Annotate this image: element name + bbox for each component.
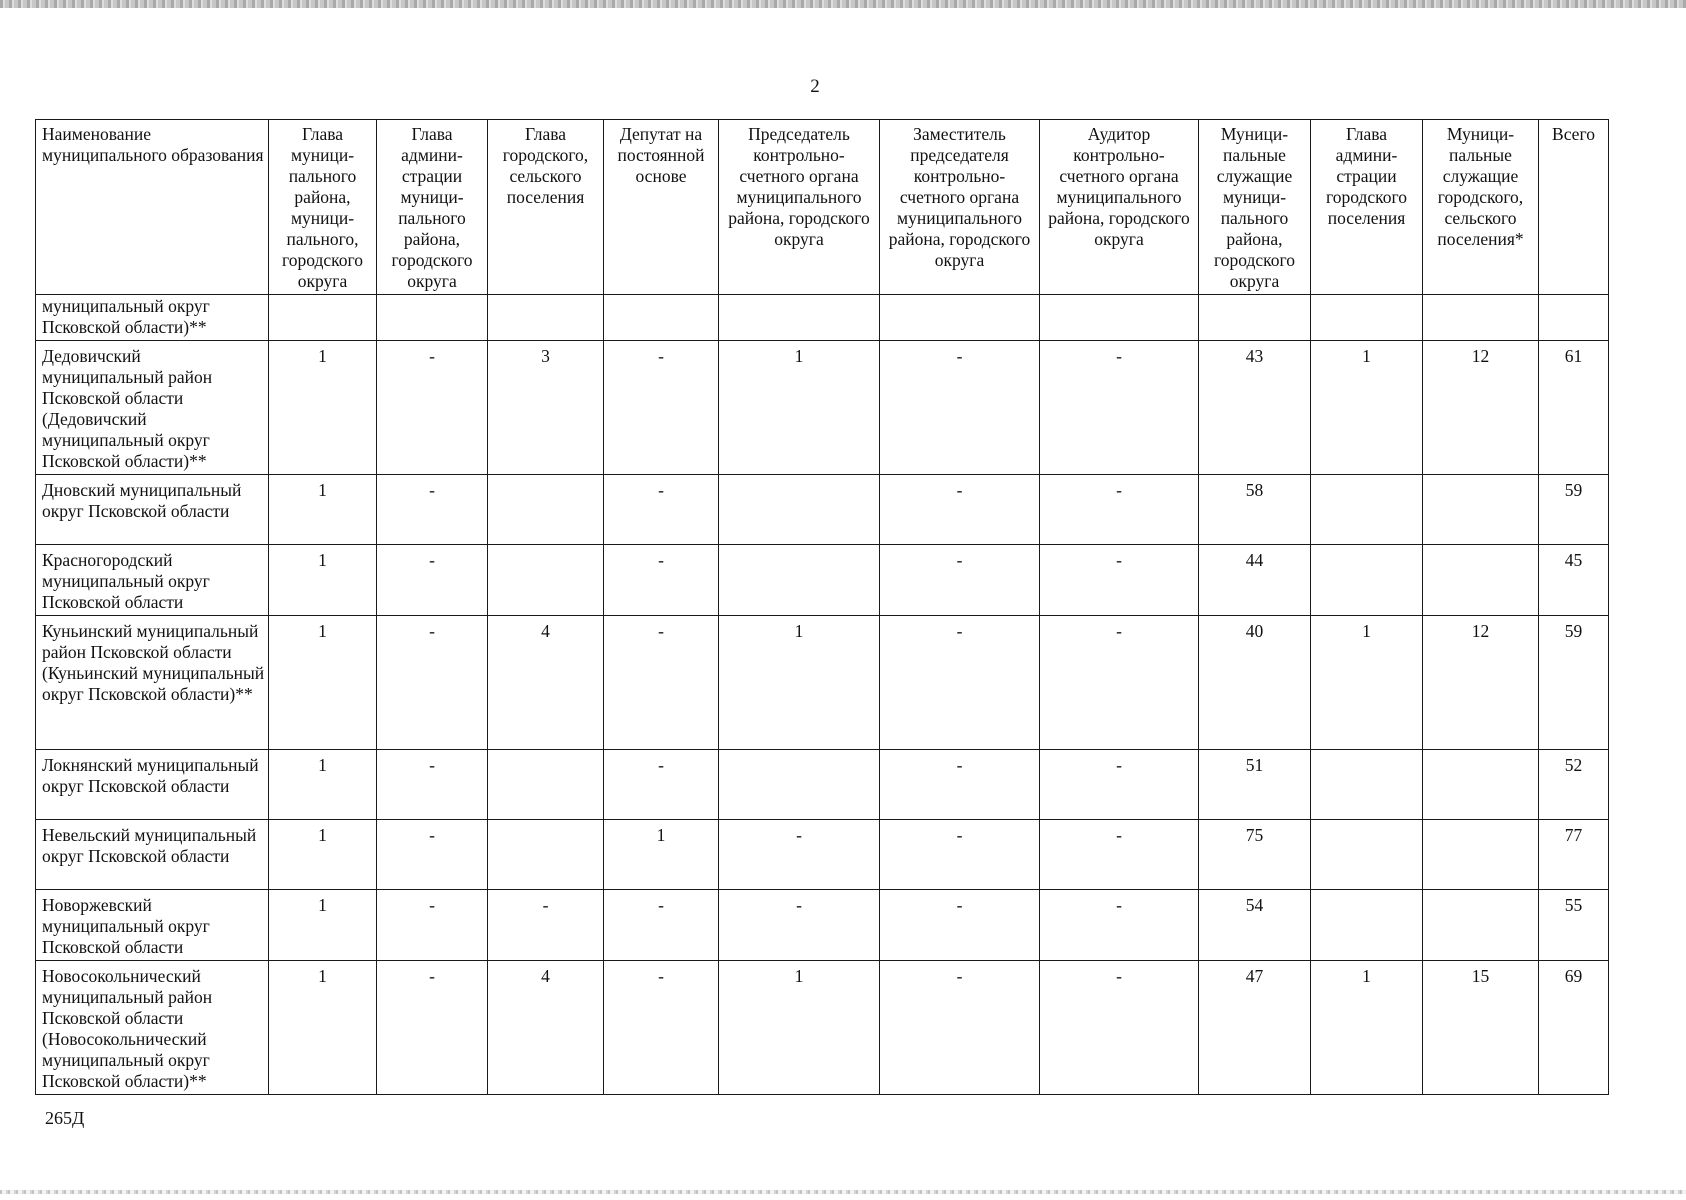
- table-cell: -: [604, 890, 719, 961]
- header-audit-chairman: Председатель контрольно-счетного органа муниципального района, городского округа: [719, 120, 880, 295]
- table-cell: -: [488, 890, 604, 961]
- table-cell: -: [377, 820, 488, 890]
- scan-top-edge: [0, 0, 1686, 8]
- table-header-row: [36, 120, 1609, 295]
- table-cell: 1: [269, 341, 377, 475]
- page-number: 2: [810, 76, 820, 97]
- table-cell: -: [880, 545, 1040, 616]
- table-cell: 1: [269, 750, 377, 820]
- table-cell: [488, 475, 604, 545]
- table-cell: 1: [1311, 616, 1423, 750]
- table-cell: [719, 295, 880, 341]
- table-cell: [1539, 295, 1609, 341]
- table-cell: -: [377, 475, 488, 545]
- table-cell: -: [1040, 820, 1199, 890]
- table-cell: 1: [719, 341, 880, 475]
- table-cell: 52: [1539, 750, 1609, 820]
- header-audit-deputy-chairman: Заместитель председателя контрольно-счетного органа муниципального района, городского округа: [880, 120, 1040, 295]
- table-cell: 58: [1199, 475, 1311, 545]
- table-cell: [488, 820, 604, 890]
- table-cell: 44: [1199, 545, 1311, 616]
- table-cell: -: [604, 616, 719, 750]
- table-cell: -: [880, 475, 1040, 545]
- table-row: [36, 820, 1609, 890]
- municipality-name-cell: Новоржевский муниципальный округ Псковской области: [36, 890, 269, 961]
- table-cell: 1: [1311, 341, 1423, 475]
- municipality-name-cell: Новосокольнический муниципальный район Псковской области (Новосокольнический муниципальный округ Псковской области)**: [36, 961, 269, 1095]
- table-cell: [604, 295, 719, 341]
- table-row: [36, 961, 1609, 1095]
- table-cell: [377, 295, 488, 341]
- table-cell: 77: [1539, 820, 1609, 890]
- table-row: [36, 545, 1609, 616]
- table-cell: [1423, 545, 1539, 616]
- officials-count-table: [35, 119, 1609, 1095]
- table-cell: [488, 545, 604, 616]
- table-row: [36, 341, 1609, 475]
- table-row: [36, 750, 1609, 820]
- table-cell: 54: [1199, 890, 1311, 961]
- table-cell: -: [880, 750, 1040, 820]
- table-cell: [1311, 820, 1423, 890]
- header-total: Всего: [1539, 120, 1609, 295]
- table-cell: -: [1040, 341, 1199, 475]
- table-cell: -: [880, 890, 1040, 961]
- municipality-name-cell: Дновский муниципальный округ Псковской области: [36, 475, 269, 545]
- table-cell: 1: [269, 475, 377, 545]
- table-cell: -: [719, 820, 880, 890]
- header-head-of-district-administration: Глава админи-страции муници-пального района, городского округа: [377, 120, 488, 295]
- table-cell: -: [377, 545, 488, 616]
- table-cell: 1: [719, 961, 880, 1095]
- table-cell: 1: [269, 545, 377, 616]
- table-cell: -: [1040, 545, 1199, 616]
- table-cell: -: [604, 341, 719, 475]
- table-cell: [1199, 295, 1311, 341]
- table-cell: 1: [269, 961, 377, 1095]
- table-cell: 1: [269, 616, 377, 750]
- table-cell: 43: [1199, 341, 1311, 475]
- table-cell: -: [880, 616, 1040, 750]
- table-cell: [1423, 750, 1539, 820]
- table-cell: 59: [1539, 616, 1609, 750]
- header-head-of-district: Глава муници-пального района, муници-пального, городского округа: [269, 120, 377, 295]
- table-cell: 12: [1423, 616, 1539, 750]
- table-cell: -: [880, 820, 1040, 890]
- table-cell: -: [377, 616, 488, 750]
- table-row: [36, 890, 1609, 961]
- header-head-of-settlement-administration: Глава админи-страции городского поселения: [1311, 120, 1423, 295]
- table-cell: -: [377, 750, 488, 820]
- table-cell: 51: [1199, 750, 1311, 820]
- municipality-name-cell: Локнянский муниципальный округ Псковской области: [36, 750, 269, 820]
- table-cell: 15: [1423, 961, 1539, 1095]
- table-cell: -: [604, 750, 719, 820]
- table-cell: [1311, 295, 1423, 341]
- table-cell: 1: [604, 820, 719, 890]
- table-cell: [719, 545, 880, 616]
- municipality-name-cell: Куньинский муниципальный район Псковской области (Куньинский муниципальный округ Псковской области)**: [36, 616, 269, 750]
- table-cell: -: [880, 961, 1040, 1095]
- header-district-civil-servants: Муници-пальные служащие муници-пального района, городского округа: [1199, 120, 1311, 295]
- table-cell: -: [719, 890, 880, 961]
- table-cell: 1: [719, 616, 880, 750]
- table-cell: -: [377, 961, 488, 1095]
- table-cell: [1311, 890, 1423, 961]
- table-cell: 75: [1199, 820, 1311, 890]
- table-cell: -: [604, 545, 719, 616]
- table-cell: -: [1040, 616, 1199, 750]
- table-cell: -: [880, 341, 1040, 475]
- table-cell: -: [377, 341, 488, 475]
- table-row: [36, 616, 1609, 750]
- municipality-name-cell: муниципальный округ Псковской области)**: [36, 295, 269, 341]
- table-cell: 61: [1539, 341, 1609, 475]
- municipality-name-cell: Дедовичский муниципальный район Псковской области (Дедовичский муниципальный округ Псковской области)**: [36, 341, 269, 475]
- table-cell: 1: [269, 820, 377, 890]
- municipality-name-cell: Красногородский муниципальный округ Псковской области: [36, 545, 269, 616]
- table-cell: [719, 750, 880, 820]
- table-cell: [488, 750, 604, 820]
- table-cell: 47: [1199, 961, 1311, 1095]
- table-cell: [269, 295, 377, 341]
- scan-bottom-edge: [0, 1190, 1686, 1194]
- table-cell: -: [1040, 890, 1199, 961]
- table-cell: 4: [488, 616, 604, 750]
- table-cell: -: [1040, 961, 1199, 1095]
- table-row: [36, 295, 1609, 341]
- table-cell: 69: [1539, 961, 1609, 1095]
- table-cell: 4: [488, 961, 604, 1095]
- table-cell: [1040, 295, 1199, 341]
- header-municipality-name: Наименование муниципального образования: [36, 120, 269, 295]
- table-cell: [1311, 475, 1423, 545]
- header-head-of-settlement: Глава городского, сельского поселения: [488, 120, 604, 295]
- table-cell: [1311, 750, 1423, 820]
- header-settlement-civil-servants: Муници-пальные служащие городского, сельского поселения*: [1423, 120, 1539, 295]
- municipality-name-cell: Невельский муниципальный округ Псковской области: [36, 820, 269, 890]
- table-cell: 3: [488, 341, 604, 475]
- table-cell: [488, 295, 604, 341]
- table-cell: [1311, 545, 1423, 616]
- document-code: 265Д: [45, 1108, 85, 1128]
- table-cell: 1: [269, 890, 377, 961]
- table-cell: 40: [1199, 616, 1311, 750]
- header-permanent-deputy: Депутат на постоянной основе: [604, 120, 719, 295]
- table-cell: -: [1040, 475, 1199, 545]
- table-cell: [880, 295, 1040, 341]
- table-cell: 59: [1539, 475, 1609, 545]
- table-cell: [1423, 475, 1539, 545]
- table-cell: [719, 475, 880, 545]
- table-cell: -: [1040, 750, 1199, 820]
- table-cell: 12: [1423, 341, 1539, 475]
- table-cell: -: [604, 475, 719, 545]
- table-cell: [1423, 820, 1539, 890]
- table-cell: [1423, 890, 1539, 961]
- table-cell: -: [377, 890, 488, 961]
- table-cell: 45: [1539, 545, 1609, 616]
- header-auditor: Аудитор контрольно-счетного органа муниципального района, городского округа: [1040, 120, 1199, 295]
- table-row: [36, 475, 1609, 545]
- table-cell: 55: [1539, 890, 1609, 961]
- table-cell: -: [604, 961, 719, 1095]
- table-cell: 1: [1311, 961, 1423, 1095]
- table-cell: [1423, 295, 1539, 341]
